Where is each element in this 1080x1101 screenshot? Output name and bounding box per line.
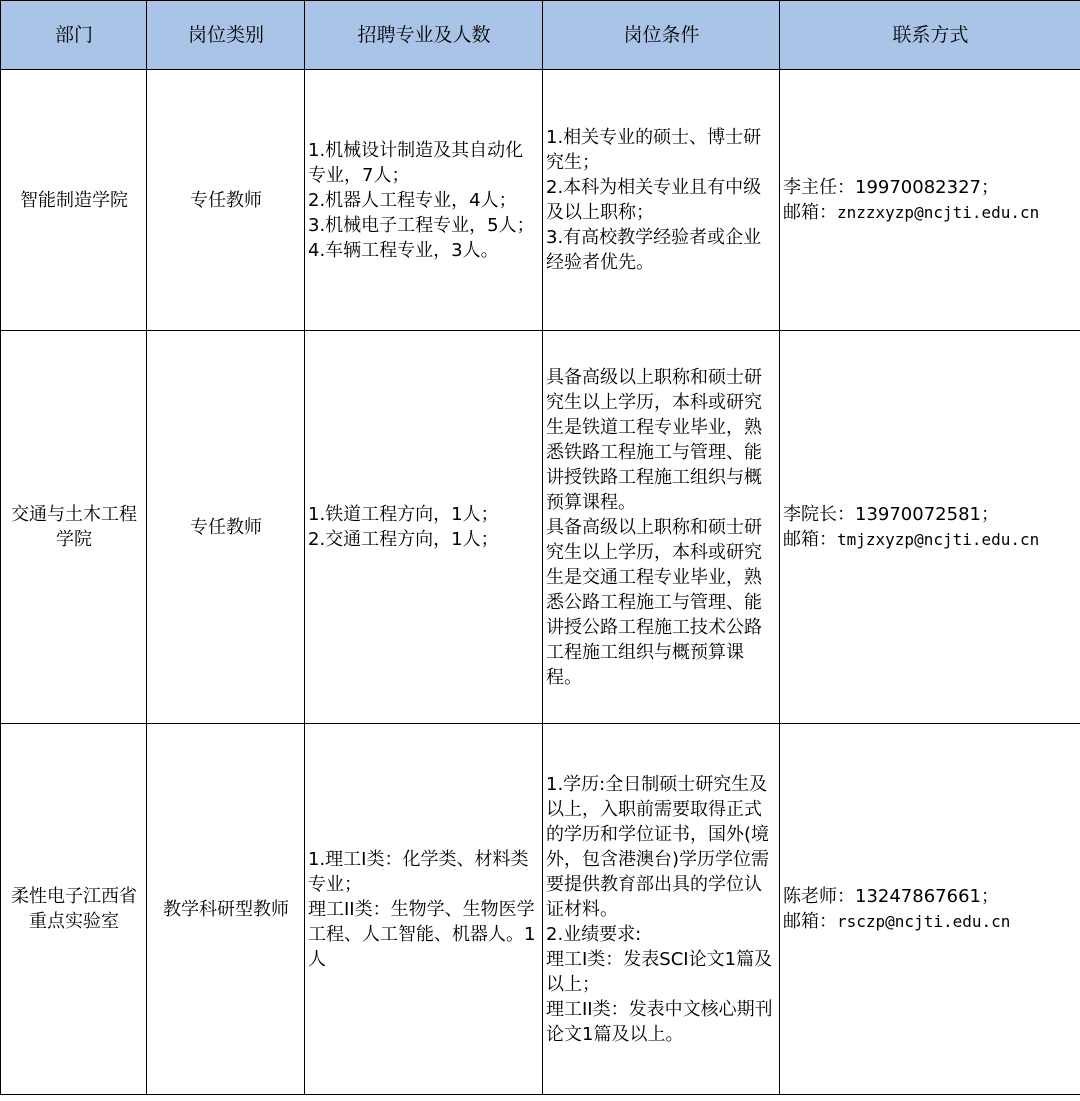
major-item: 3.机械电子工程专业，5人；	[308, 214, 535, 236]
email-label: 邮箱：	[783, 911, 837, 932]
conditions-cell	[543, 70, 780, 331]
condition-item: 2.业绩要求:	[546, 923, 642, 945]
contact-person: 李主任：19970082327；	[783, 177, 999, 198]
condition-item: 3.有高校教学经验者或企业经验者优先。	[546, 227, 762, 273]
contact-cell	[780, 724, 1080, 1095]
email-line	[783, 909, 1078, 934]
major-item: 1.铁道工程方向，1人；	[308, 504, 499, 525]
table-row	[1, 724, 1080, 1095]
header-row	[1, 1, 1080, 70]
email-address[interactable]: tmjzxyzp@ncjti.edu.cn	[837, 530, 1040, 549]
major-item: 4.车辆工程专业，3人。	[308, 239, 499, 261]
major-item: 理工II类：生物学、生物医学工程、人工智能、机器人。1人	[308, 898, 536, 970]
condition-item: 理工I类：发表SCI论文1篇及以上；	[546, 948, 773, 995]
category-cell: 教学科研型教师	[147, 724, 305, 1095]
email-address[interactable]: rsczp@ncjti.edu.cn	[837, 912, 1011, 931]
category-cell: 专任教师	[147, 70, 305, 331]
majors-cell	[305, 724, 543, 1095]
major-item: 2.机器人工程专业，4人；	[308, 189, 517, 211]
department-cell: 柔性电子江西省重点实验室	[1, 724, 147, 1095]
contact-cell	[780, 331, 1080, 724]
department-cell: 智能制造学院	[1, 70, 147, 331]
contact-person: 李院长：13970072581；	[783, 504, 999, 525]
email-label: 邮箱：	[783, 202, 837, 223]
header-category: 岗位类别	[147, 1, 305, 70]
majors-cell	[305, 331, 543, 724]
header-conditions: 岗位条件	[543, 1, 780, 70]
condition-item: 2.本科为相关专业且有中级及以上职称；	[546, 177, 762, 223]
category-cell: 专任教师	[147, 331, 305, 724]
major-item: 1.机械设计制造及其自动化专业，7人；	[308, 139, 524, 186]
condition-item: 理工II类：发表中文核心期刊论文1篇及以上。	[546, 998, 773, 1045]
condition-item: 1.学历:全日制硕士研究生及以上，入职前需要取得正式的学历和学位证书，国外(境外，包含港澳台)学历学位需要提供教育部出具的学位认证材料。	[546, 773, 770, 920]
majors-cell	[305, 70, 543, 331]
conditions-cell	[543, 331, 780, 724]
department-cell: 交通与土木工程学院	[1, 331, 147, 724]
header-majors: 招聘专业及人数	[305, 1, 543, 70]
contact-cell	[780, 70, 1080, 331]
email-line	[783, 200, 1078, 225]
condition-item: 1.相关专业的硕士、博士研究生；	[546, 127, 762, 173]
contact-person: 陈老师：13247867661；	[783, 886, 999, 907]
condition-item: 具备高级以上职称和硕士研究生以上学历，本科或研究生是铁道工程专业毕业，熟悉铁路工程施工与管理、能讲授铁路工程施工组织与概预算课程。	[546, 366, 762, 513]
header-contact: 联系方式	[780, 1, 1080, 70]
table-row	[1, 331, 1080, 724]
email-label: 邮箱：	[783, 529, 837, 550]
condition-item: 具备高级以上职称和硕士研究生以上学历，本科或研究生是交通工程专业毕业，熟悉公路工程施工与管理、能讲授公路工程施工技术公路工程施工组织与概预算课程。	[546, 516, 762, 688]
major-item: 1.理工I类：化学类、材料类专业；	[308, 848, 529, 895]
header-department: 部门	[1, 1, 147, 70]
email-address[interactable]: znzzxyzp@ncjti.edu.cn	[837, 203, 1040, 222]
email-line	[783, 527, 1078, 552]
conditions-cell	[543, 724, 780, 1095]
major-item: 2.交通工程方向，1人；	[308, 529, 499, 550]
table-row	[1, 70, 1080, 331]
